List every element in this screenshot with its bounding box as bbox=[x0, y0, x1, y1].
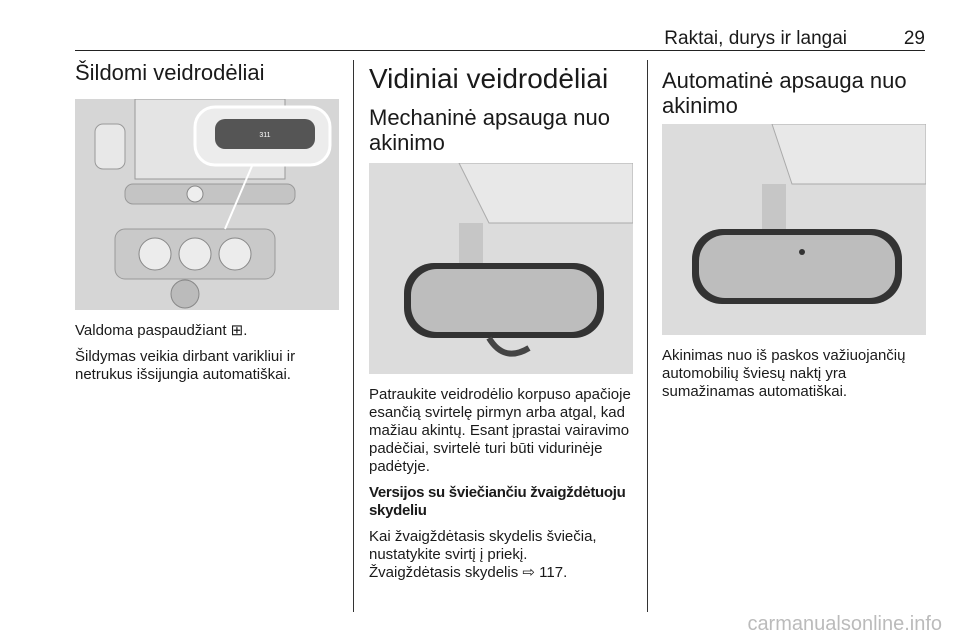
column-heated-mirrors bbox=[75, 60, 339, 392]
text: Valdoma paspaudžiant bbox=[75, 322, 227, 339]
heading: Automatinė apsauga nuo akinimo bbox=[662, 68, 907, 118]
paragraph: Šildymas veikia dirbant varikliui ir netrukus išsijungia automatiškai. bbox=[75, 348, 296, 383]
section-title: Raktai, durys ir langai bbox=[664, 28, 847, 49]
reference-arrow-icon: ⇨ bbox=[522, 564, 535, 581]
column-interior-mirrors bbox=[369, 63, 633, 590]
column-divider bbox=[647, 60, 648, 612]
heading: Vidiniai veidrodėliai bbox=[369, 63, 609, 94]
text: Žvaigždėtasis skydelis bbox=[369, 564, 519, 581]
page-reference-link[interactable]: 117. bbox=[539, 564, 568, 581]
dashboard-illustration bbox=[75, 99, 339, 310]
paragraph bbox=[369, 564, 633, 582]
page-header bbox=[75, 30, 925, 51]
paragraph: Akinimas nuo iš paskos važiuojančių automobilių šviesų naktį yra sumažinamas automatiškai. bbox=[662, 347, 906, 400]
paragraph bbox=[75, 322, 339, 340]
paragraph: Kai žvaigždėtasis skydelis šviečia, nustatykite svirtį į priekį. bbox=[369, 528, 597, 563]
heated-mirror-icon: ⊞ bbox=[230, 322, 244, 339]
watermark: carmanualsonline.info bbox=[747, 613, 942, 635]
heading: Šildomi veidrodėliai bbox=[75, 60, 265, 85]
text: . bbox=[243, 322, 248, 339]
page-number: 29 bbox=[903, 28, 925, 49]
bold-subheading: Versijos su šviečiančiu žvaigždėtuoju skydeliu bbox=[369, 484, 626, 519]
manual-mirror-illustration bbox=[369, 163, 633, 374]
column-auto-dimming bbox=[662, 68, 926, 409]
auto-dimming-mirror-illustration bbox=[662, 124, 926, 335]
button-label: 311 bbox=[259, 132, 271, 139]
column-divider bbox=[353, 60, 354, 612]
subheading: Mechaninė apsauga nuo akinimo bbox=[369, 105, 610, 155]
paragraph: Patraukite veidrodėlio korpuso apačioje esančią svirtelę pirmyn arba atgal, kad mažiau akintų. Esant įprastai vairavimo padėčiai, svirtelė turi būti vidurinėje padėtyje. bbox=[369, 386, 631, 475]
